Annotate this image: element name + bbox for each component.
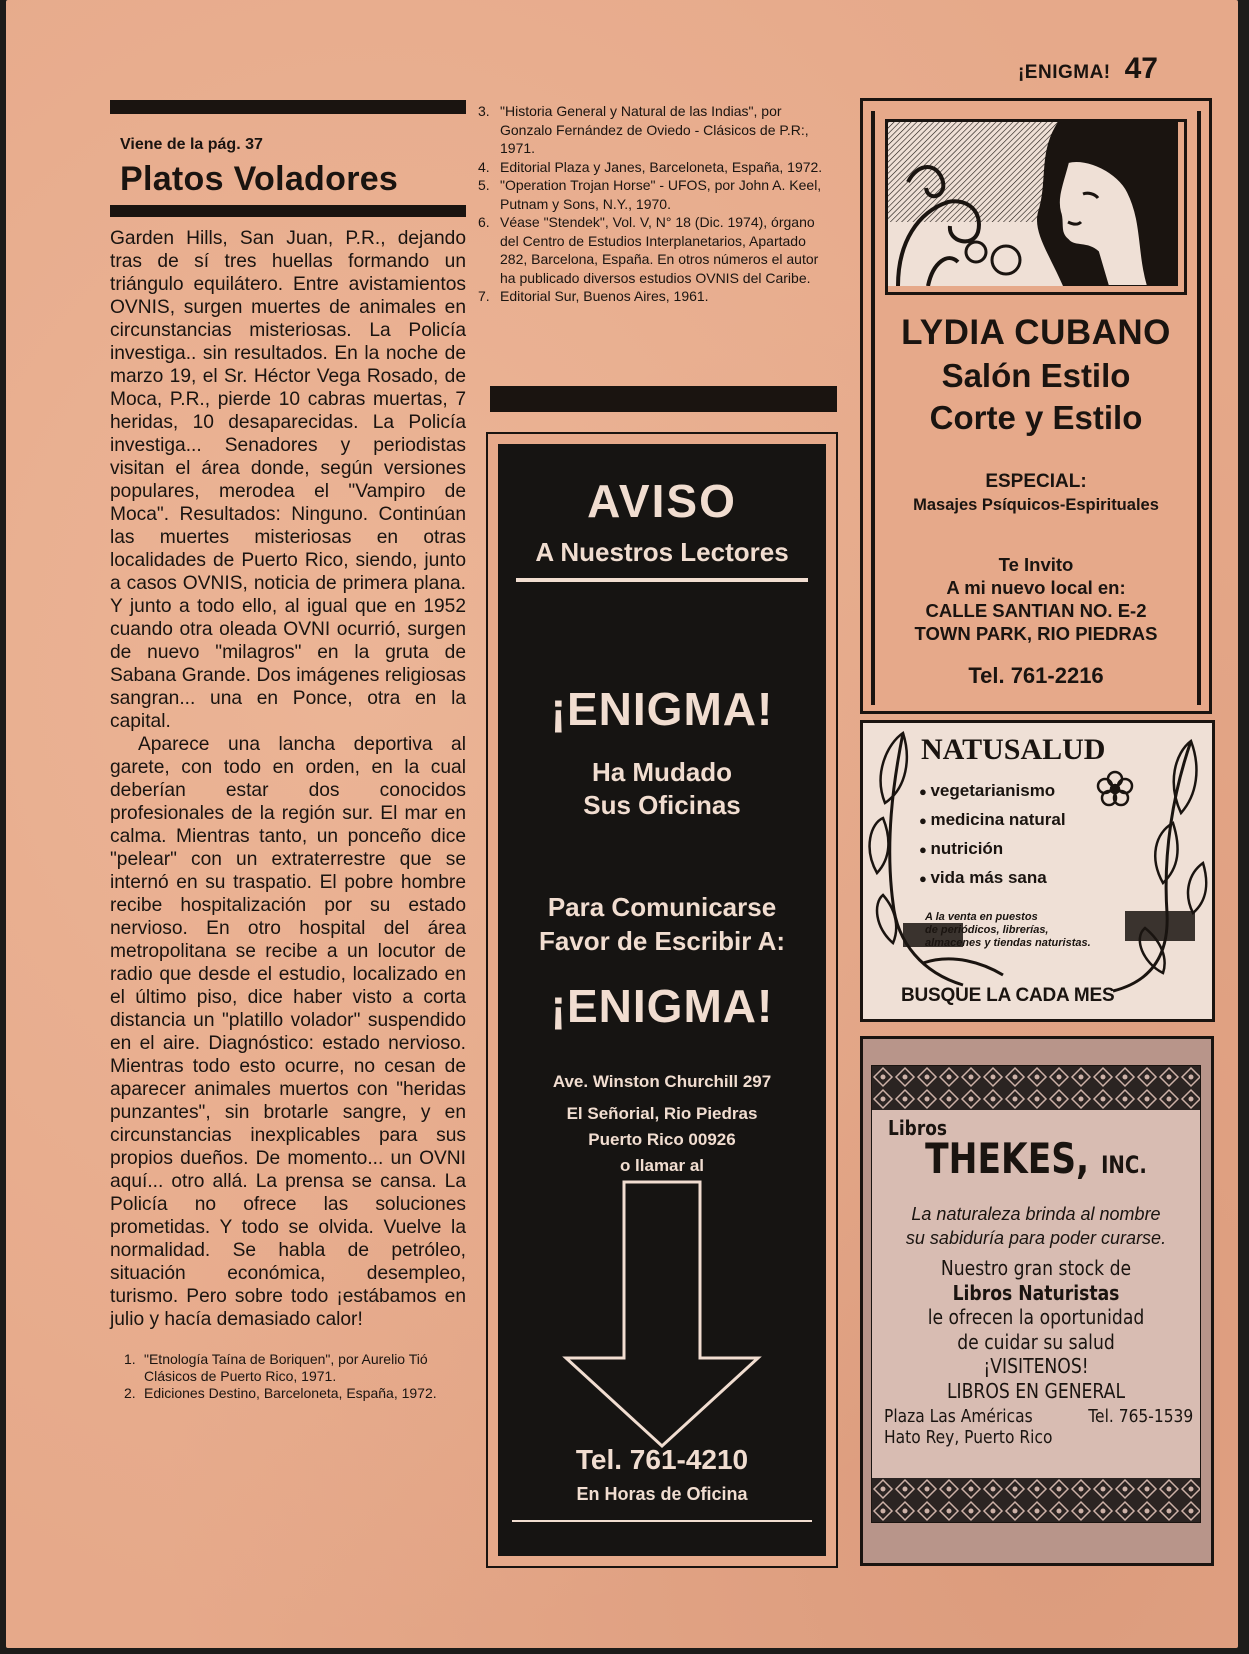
lydia-special: ESPECIAL: <box>985 471 1087 492</box>
lydia-massage: Masajes Psíquicos-Espirituales <box>913 496 1159 514</box>
continued-from: Viene de la pág. 37 <box>120 136 263 153</box>
article-title: Platos Voladores <box>120 160 399 198</box>
ornament-pattern-icon <box>872 1066 1200 1110</box>
aviso-subtitle: A Nuestros Lectores <box>535 537 789 567</box>
ornament-band <box>872 1478 1200 1522</box>
woman-portrait-illustration <box>885 119 1187 295</box>
paragraph-1: Garden Hills, San Juan, P.R., dejando tras de sí tres huellas formando un triángulo equilátero. Entre avistamientos OVNIS, surgen muertes de animales en circunstancias misteriosas. La Policía investiga.. sin resultados. En la noche de marzo 19, el Sr. Héctor Vega Rosado, de Moca, P.R., pierde 10 cabras muertas, 7 heridas, 10 desaparecidas. La Policía investiga... Senadores y periodistas visitan el área donde, según versiones populares, merodea el "Vampiro de Moca". Resultados: Ninguno. Continúan las muertes misteriosas en otras localidades de Puerto Rico, siendo, junto a casos OVNIS, noticia de primera plana. Y junto a todo ello, al igual que en 1952 cuando otra oleada OVNI ocurrió, surgen de nuevo "milagros" en la gruta de Sabana Grande. Dos imágenes religiosas sangran... una en Ponce, otra en la capital. <box>110 228 466 732</box>
thekes-body: Nuestro gran stock de Libros Naturistas le ofrecen la oportunidad de cuidar su salud ¡VISITENOS! LIBROS EN GENERAL <box>927 1256 1145 1403</box>
portrait-art <box>888 122 1178 286</box>
aviso-rule <box>516 578 808 582</box>
aviso-brand: ¡ENIGMA! <box>550 683 774 735</box>
thekes-address: Plaza Las Américas Tel. 765-1539 Hato Rey, Puerto Rico <box>884 1406 1194 1448</box>
footnote: 3. "Historia General y Natural de las Indias", por Gonzalo Fernández de Oviedo - Clásicos de P.R:, 1971. <box>478 103 809 156</box>
thekes-ad <box>860 1036 1214 1566</box>
magazine-page <box>6 0 1238 1648</box>
natusalud-footer: BUSQUE LA CADA MES <box>901 985 1115 1006</box>
natusalud-ad <box>860 720 1215 1022</box>
footnote: 7. Editorial Sur, Buenos Aires, 1961. <box>478 288 709 304</box>
lydia-invite: Te Invito A mi nuevo local en: CALLE SANTIAN NO. E-2 TOWN PARK, RIO PIEDRAS <box>914 554 1158 644</box>
paragraph-2: Aparece una lancha deportiva al garete, con todo en orden, en la cual deberían estar dos conocidos profesionales de la región sur. El mar en calma. Mientras tanto, un ponceño dice "pelear" con un extraterrestre que se internó en su traspatio. El pobre hombre recibe hospitalización por su estado nervioso. En otro hospital del área metropolitana se recibe a un locutor de radio que desde el estudio, localizado en el último piso, dice haber visto a corta distancia un "platillo volador" suspendido en el aire. Diagnóstico: estado nervioso. Mientras todo esto ocurre, no cesan de aparecer animales muertos con "heridas punzantes", sin brotarle sangre, y en circunstancias inexplicables para sus propios dueños. De momento... un OVNI aquí... otro allá. La prensa se cansa. La Policía no ofrece las soluciones prometidas. Y todo se olvida. Vuelve la normalidad. Se habla de petróleo, situación económica, desempleo, turismo. Pero sobre todo ¡estábamos en julio y hacía demasiado calor! <box>110 734 466 1330</box>
ornament-band <box>872 1066 1200 1110</box>
aviso-title: AVISO <box>587 475 737 527</box>
natusalud-sale: A la venta en puestos de periódicos, librerías, almacenes y tiendas naturistas. <box>925 911 1091 949</box>
thekes-quote: La naturaleza brinda al nombre su sabiduría para poder curarse. <box>905 1204 1167 1248</box>
list-item: ● vegetarianismo <box>919 777 1066 806</box>
ornament-pattern-icon <box>872 1478 1200 1522</box>
title-rule <box>110 205 466 217</box>
flower-icon <box>1095 769 1135 809</box>
footnote: 2. Ediciones Destino, Barceloneta, España, 1972. <box>124 1385 437 1401</box>
aviso-phone: Tel. 761-4210 <box>575 1444 749 1475</box>
lydia-cubano-ad <box>860 98 1212 714</box>
natusalud-title: NATUSALUD <box>921 733 1106 766</box>
footnotes-middle <box>478 102 834 306</box>
aviso-address: Ave. Winston Churchill 297 El Señorial, Rio Piedras Puerto Rico 00926 o llamar al <box>552 1072 772 1175</box>
footnotes-left <box>124 1351 466 1402</box>
footnote: 4. Editorial Plaza y Janes, Barceloneta, España, 1972. <box>478 158 823 175</box>
top-rule <box>110 100 466 114</box>
aviso-hours: En Horas de Oficina <box>576 1484 748 1504</box>
aviso-panel <box>498 444 826 1556</box>
thekes-name: THEKES, INC. <box>925 1134 1147 1183</box>
magazine-name: ¡ENIGMA! <box>1017 62 1111 83</box>
footnote: 5. "Operation Trojan Horse" - UFOS, por John A. Keel, Putnam y Sons, N.Y., 1970. <box>478 177 822 212</box>
aviso-moved: Ha Mudado Sus Oficinas <box>583 757 741 820</box>
aviso-brand-2: ¡ENIGMA! <box>550 980 774 1032</box>
footnote: 6. Véase "Stendek", Vol. V, N° 18 (Dic. 1974), órgano del Centro de Estudios Interplanetarios, Apartado 282, Barcelona, España. En otros números el autor ha publicado diversos estudios OVNIS del Caribe. <box>478 214 819 286</box>
aviso-bottom-rule <box>512 1520 812 1522</box>
list-item: ● nutrición <box>919 835 1066 864</box>
lydia-name: LYDIA CUBANO <box>901 313 1171 352</box>
page-number: 47 <box>1124 52 1158 85</box>
aviso-contact: Para Comunicarse Favor de Escribir A: <box>538 892 786 956</box>
lydia-salon: Salón Estilo Corte y Estilo <box>929 357 1143 436</box>
list-item: ● medicina natural <box>919 806 1066 835</box>
middle-rule <box>490 386 837 412</box>
down-arrow-icon <box>562 1180 762 1450</box>
page-header <box>1018 52 1158 86</box>
article-body <box>110 227 466 1331</box>
article-column <box>110 100 466 1402</box>
thekes-libros: Libros <box>888 1116 948 1140</box>
lydia-phone: Tel. 761-2216 <box>968 663 1104 688</box>
list-item: ● vida más sana <box>919 864 1066 893</box>
aviso-ad <box>486 432 838 1568</box>
natusalud-topics <box>919 777 1066 893</box>
footnote: 1. "Etnología Taína de Boriquen", por Aurelio Tió Clásicos de Puerto Rico, 1971. <box>124 1351 428 1384</box>
